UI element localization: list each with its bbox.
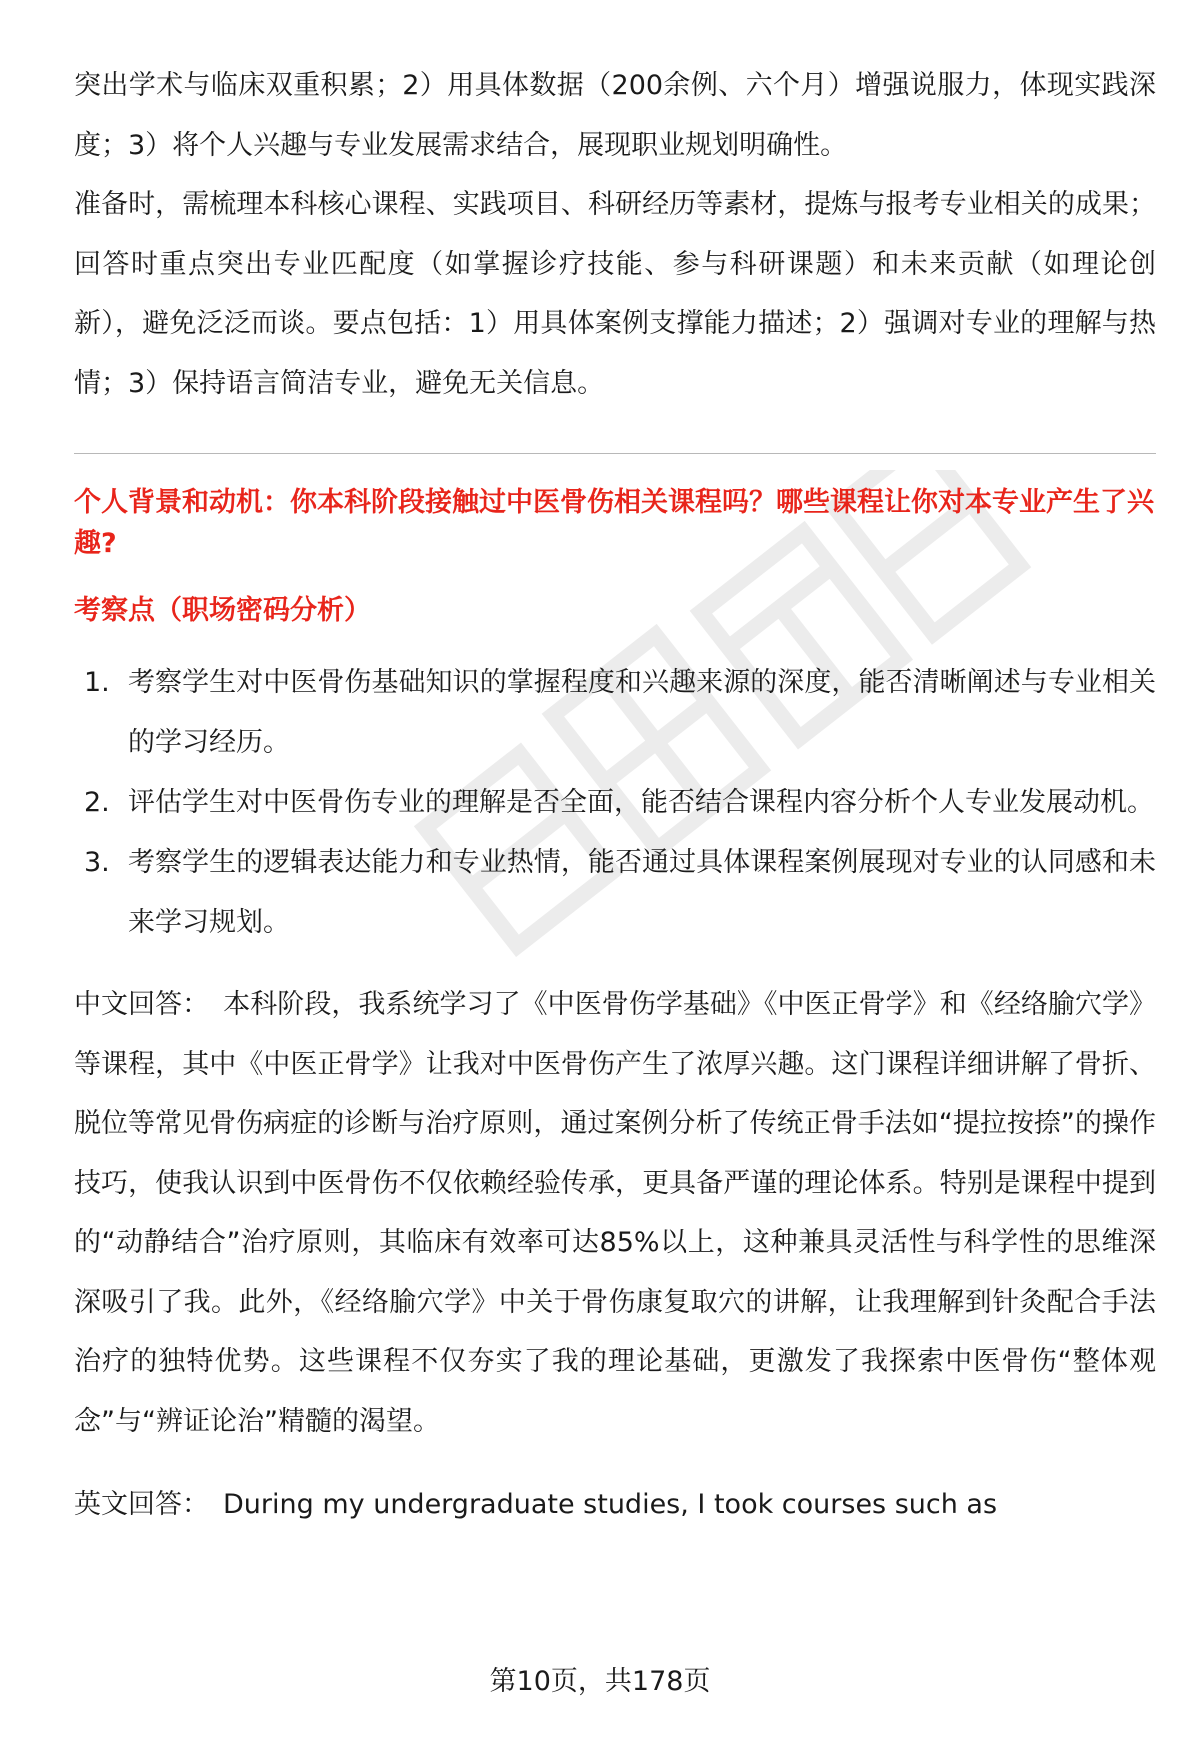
list-item bbox=[74, 773, 1156, 833]
document-content bbox=[74, 56, 1156, 1535]
list-item-number: 1. bbox=[84, 667, 110, 698]
assessment-heading: 考察点（职场密码分析） bbox=[74, 595, 371, 626]
english-answer-text: During my undergraduate studies, I took courses such as bbox=[223, 1489, 998, 1520]
page-number-footer: 第10页，共178页 bbox=[489, 1666, 711, 1697]
list-item-text: 考察学生对中医骨伤基础知识的掌握程度和兴趣来源的深度，能否清晰阐述与专业相关的学习经历。 bbox=[128, 667, 1156, 758]
section-divider bbox=[74, 453, 1156, 454]
assessment-list bbox=[74, 653, 1156, 953]
intro-paragraph-2: 准备时，需梳理本科核心课程、实践项目、科研经历等素材，提炼与报考专业相关的成果；回答时重点突出专业匹配度（如掌握诊疗技能、参与科研课题）和未来贡献（如理论创新），避免泛泛而谈。要点包括：1）用具体案例支撑能力描述；2）强调对专业的理解与热情；3）保持语言简洁专业，避免无关信息。 bbox=[74, 189, 1156, 399]
question-heading: 个人背景和动机：你本科阶段接触过中医骨伤相关课程吗？哪些课程让你对本专业产生了兴趣? bbox=[74, 487, 1154, 559]
chinese-answer-text: 本科阶段，我系统学习了《中医骨伤学基础》《中医正骨学》和《经络腧穴学》等课程，其中《中医正骨学》让我对中医骨伤产生了浓厚兴趣。这门课程详细讲解了骨折、脱位等常见骨伤病症的诊断与治疗原则，通过案例分析了传统正骨手法如“提拉按捺”的操作技巧，使我认识到中医骨伤不仅依赖经验传承，更具备严谨的理论体系。特别是课程中提到的“动静结合”治疗原则，其临床有效率可达85%以上，这种兼具灵活性与科学性的思维深深吸引了我。此外，《经络腧穴学》中关于骨伤康复取穴的讲解，让我理解到针灸配合手法治疗的独特优势。这些课程不仅夯实了我的理论基础，更激发了我探索中医骨伤“整体观念”与“辨证论治”精髓的渴望。 bbox=[74, 989, 1157, 1437]
list-item-text: 评估学生对中医骨伤专业的理解是否全面，能否结合课程内容分析个人专业发展动机。 bbox=[128, 787, 1154, 818]
list-item-text: 考察学生的逻辑表达能力和专业热情，能否通过具体课程案例展现对专业的认同感和未来学习规划。 bbox=[128, 847, 1156, 938]
list-item-number: 2. bbox=[84, 787, 110, 818]
english-answer bbox=[74, 1475, 1156, 1535]
intro-paragraph-1: 突出学术与临床双重积累；2）用具体数据（200余例、六个月）增强说服力，体现实践深度；3）将个人兴趣与专业发展需求结合，展现职业规划明确性。 bbox=[74, 70, 1156, 161]
english-answer-label: 英文回答： bbox=[74, 1489, 209, 1520]
list-item bbox=[74, 653, 1156, 773]
chinese-answer-label: 中文回答： bbox=[74, 989, 210, 1020]
chinese-answer bbox=[74, 975, 1156, 1451]
list-item bbox=[74, 833, 1156, 953]
list-item-number: 3. bbox=[84, 847, 110, 878]
